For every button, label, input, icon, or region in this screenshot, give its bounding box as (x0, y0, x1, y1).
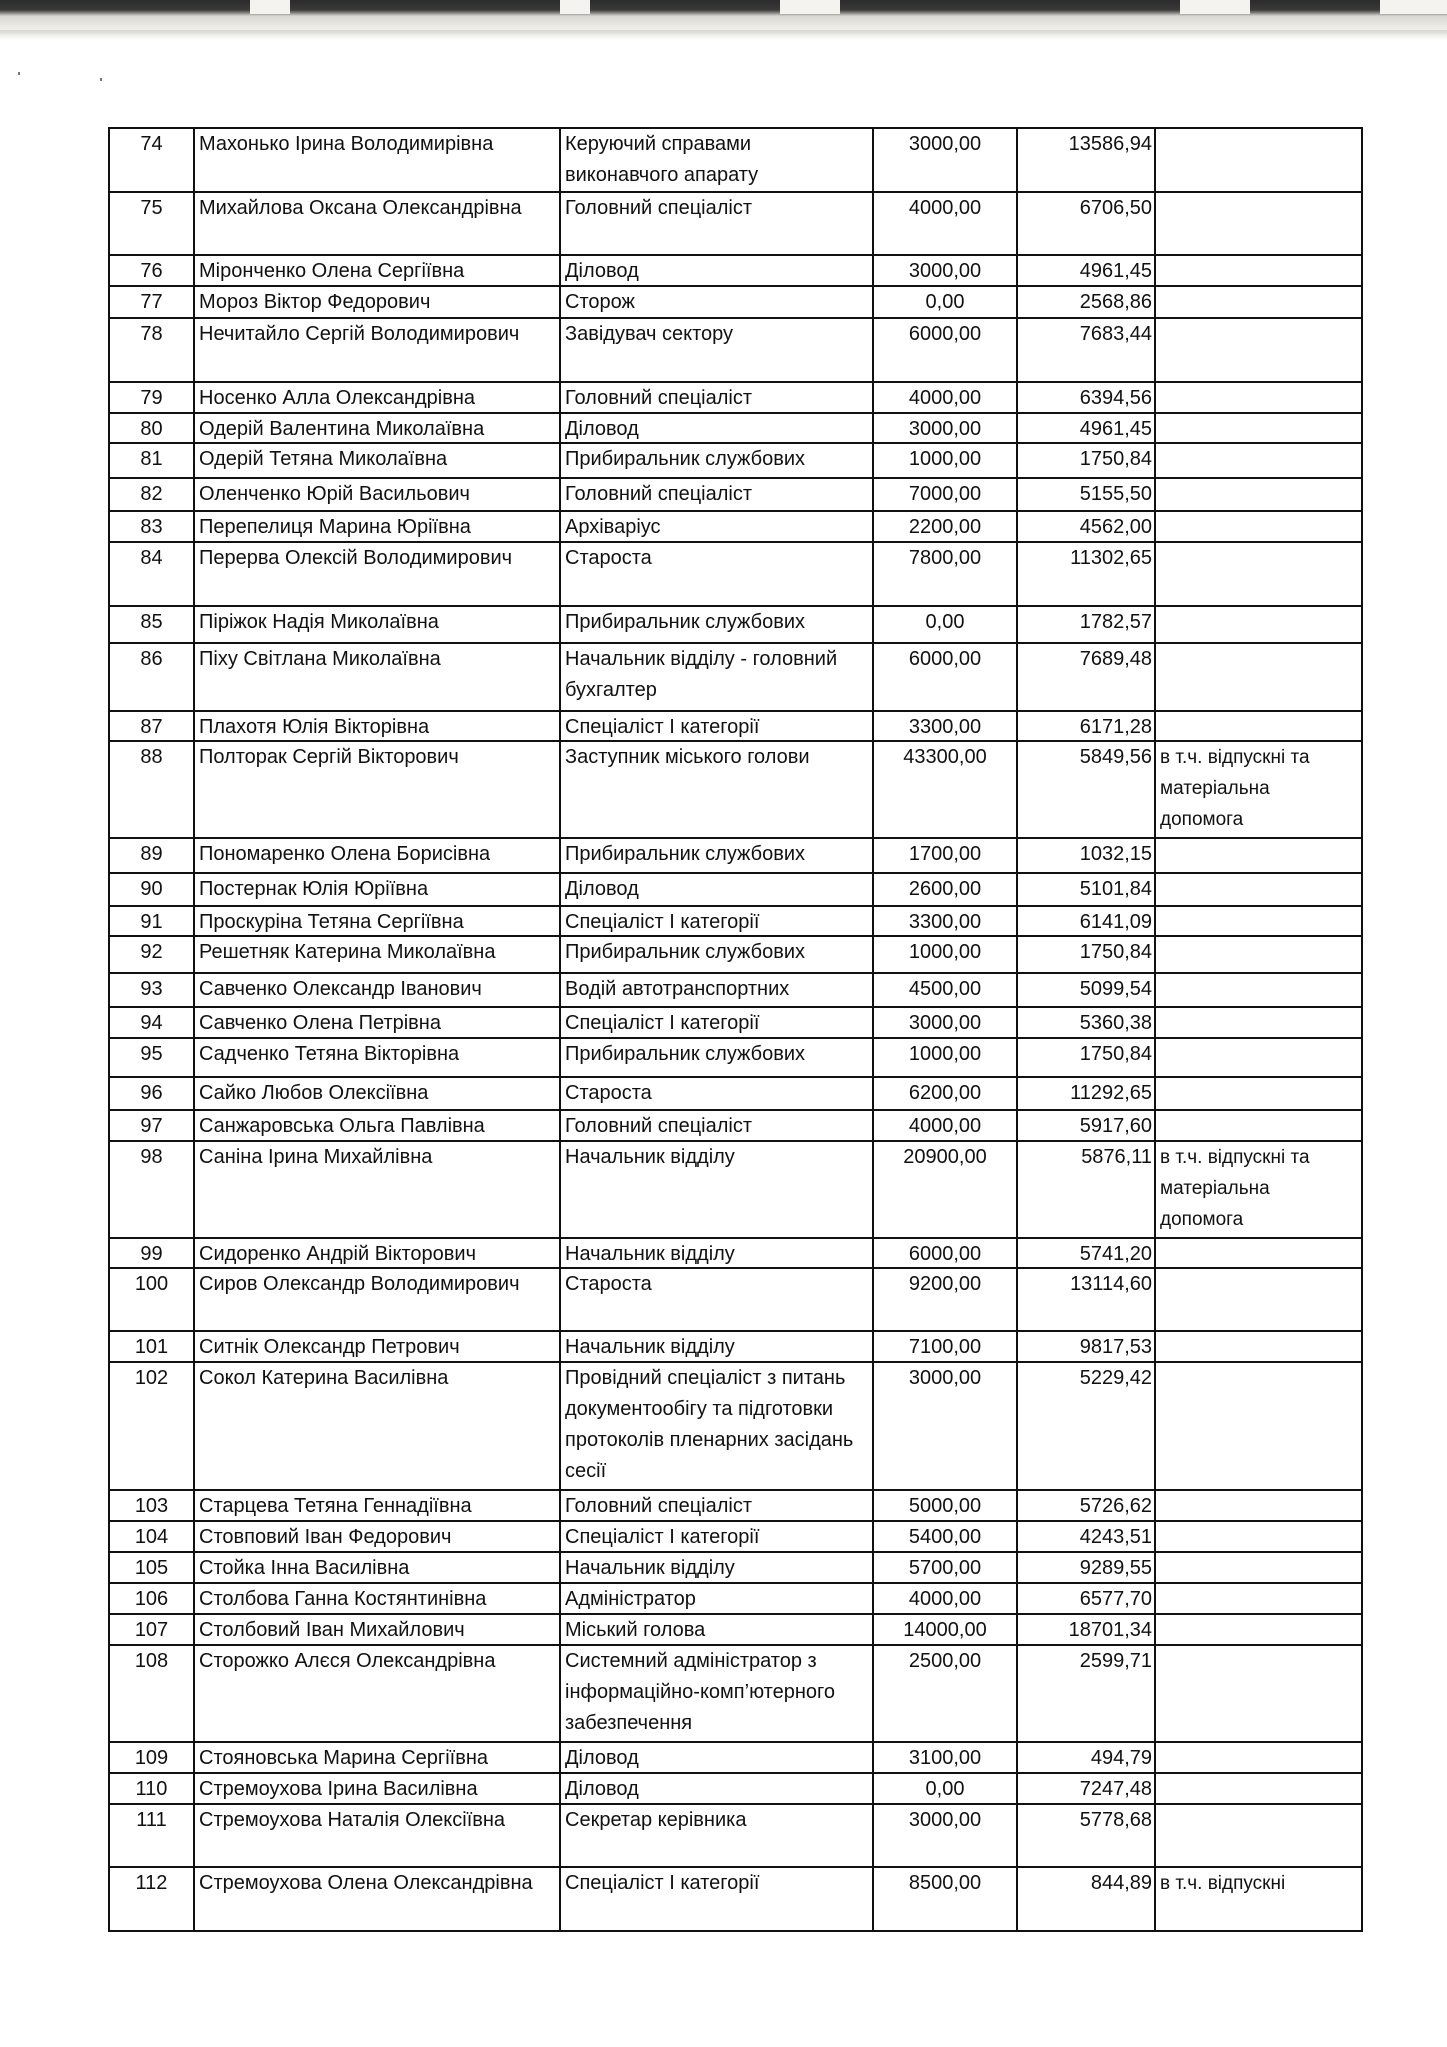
employee-position: Головний спеціаліст (561, 383, 874, 414)
amount-1: 20900,00 (874, 1142, 1018, 1239)
table-row (110, 742, 1363, 839)
employee-name: Піріжок Надія Миколаївна (195, 607, 561, 644)
employee-name: Старцева Тетяна Геннадіївна (195, 1491, 561, 1522)
table-row (110, 193, 1363, 256)
amount-2: 6577,70 (1018, 1584, 1156, 1615)
table-row (110, 1646, 1363, 1743)
note (1156, 256, 1363, 287)
note (1156, 193, 1363, 256)
employee-name: Санжаровська Ольга Павлівна (195, 1111, 561, 1142)
table-row (110, 287, 1363, 319)
row-number: 85 (110, 607, 195, 644)
employee-name: Нечитайло Сергій Володимирович (195, 319, 561, 383)
row-number: 83 (110, 512, 195, 543)
amount-2: 2568,86 (1018, 287, 1156, 319)
row-number: 95 (110, 1039, 195, 1078)
amount-1: 7100,00 (874, 1332, 1018, 1363)
amount-1: 9200,00 (874, 1269, 1018, 1332)
table-row (110, 512, 1363, 543)
amount-1: 3000,00 (874, 129, 1018, 193)
row-number: 77 (110, 287, 195, 319)
employee-name: Пономаренко Олена Борисівна (195, 839, 561, 874)
amount-2: 7683,44 (1018, 319, 1156, 383)
employee-name: Стремоухова Олена Олександрівна (195, 1868, 561, 1932)
amount-2: 5876,11 (1018, 1142, 1156, 1239)
employee-position: Начальник відділу (561, 1142, 874, 1239)
amount-2: 1750,84 (1018, 1039, 1156, 1078)
amount-2: 5778,68 (1018, 1805, 1156, 1868)
amount-2: 844,89 (1018, 1868, 1156, 1932)
employee-position: Сторож (561, 287, 874, 319)
note (1156, 1239, 1363, 1269)
amount-1: 4000,00 (874, 383, 1018, 414)
employee-name: Сторожко Алєся Олександрівна (195, 1646, 561, 1743)
employee-name: Оленченко Юрій Васильович (195, 479, 561, 512)
amount-2: 1750,84 (1018, 937, 1156, 974)
amount-2: 6141,09 (1018, 907, 1156, 937)
amount-1: 2200,00 (874, 512, 1018, 543)
note (1156, 1743, 1363, 1774)
row-number: 101 (110, 1332, 195, 1363)
note (1156, 1111, 1363, 1142)
amount-2: 4562,00 (1018, 512, 1156, 543)
amount-2: 5155,50 (1018, 479, 1156, 512)
employee-position: Головний спеціаліст (561, 479, 874, 512)
amount-1: 4000,00 (874, 193, 1018, 256)
employee-name: Одерій Валентина Миколаївна (195, 414, 561, 444)
note (1156, 1078, 1363, 1111)
table-row (110, 129, 1363, 193)
row-number: 87 (110, 712, 195, 742)
table-row (110, 1774, 1363, 1805)
row-number: 99 (110, 1239, 195, 1269)
note (1156, 907, 1363, 937)
table-row (110, 839, 1363, 874)
amount-1: 5000,00 (874, 1491, 1018, 1522)
table-row (110, 712, 1363, 742)
amount-2: 2599,71 (1018, 1646, 1156, 1743)
amount-1: 6200,00 (874, 1078, 1018, 1111)
table-row (110, 874, 1363, 907)
note (1156, 543, 1363, 607)
employee-position: Староста (561, 1269, 874, 1332)
employee-position: Прибиральник службових (561, 839, 874, 874)
note (1156, 287, 1363, 319)
employee-position: Діловод (561, 1774, 874, 1805)
scan-tear (250, 0, 290, 14)
amount-1: 3000,00 (874, 256, 1018, 287)
employee-position: Міський голова (561, 1615, 874, 1646)
table-row (110, 1008, 1363, 1039)
employee-position: Прибиральник службових (561, 1039, 874, 1078)
scan-tear (560, 0, 590, 14)
amount-2: 9817,53 (1018, 1332, 1156, 1363)
note (1156, 129, 1363, 193)
row-number: 81 (110, 444, 195, 479)
staff-payment-table (108, 127, 1363, 1932)
row-number: 80 (110, 414, 195, 444)
table-row (110, 1615, 1363, 1646)
table-row (110, 1239, 1363, 1269)
amount-1: 4000,00 (874, 1584, 1018, 1615)
scan-tear (1380, 0, 1447, 14)
amount-1: 6000,00 (874, 644, 1018, 712)
employee-name: Стремоухова Наталія Олексіївна (195, 1805, 561, 1868)
row-number: 102 (110, 1363, 195, 1491)
amount-1: 3100,00 (874, 1743, 1018, 1774)
note (1156, 607, 1363, 644)
employee-name: Мороз Віктор Федорович (195, 287, 561, 319)
note (1156, 383, 1363, 414)
row-number: 98 (110, 1142, 195, 1239)
amount-1: 3000,00 (874, 1008, 1018, 1039)
amount-2: 6171,28 (1018, 712, 1156, 742)
amount-2: 4961,45 (1018, 256, 1156, 287)
amount-1: 6000,00 (874, 319, 1018, 383)
table-row (110, 607, 1363, 644)
employee-position: Системний адміністратор з інформаційно-комп’ютерного забезпечення (561, 1646, 874, 1743)
employee-position: Начальник відділу - головний бухгалтер (561, 644, 874, 712)
employee-name: Саніна Ірина Михайлівна (195, 1142, 561, 1239)
amount-2: 1032,15 (1018, 839, 1156, 874)
amount-1: 6000,00 (874, 1239, 1018, 1269)
table-row (110, 479, 1363, 512)
row-number: 84 (110, 543, 195, 607)
note (1156, 1491, 1363, 1522)
scan-speck (100, 78, 102, 81)
row-number: 91 (110, 907, 195, 937)
row-number: 76 (110, 256, 195, 287)
note: в т.ч. відпускні (1156, 1868, 1363, 1932)
amount-2: 11292,65 (1018, 1078, 1156, 1111)
amount-1: 4000,00 (874, 1111, 1018, 1142)
note (1156, 512, 1363, 543)
row-number: 79 (110, 383, 195, 414)
amount-2: 1750,84 (1018, 444, 1156, 479)
employee-name: Стовповий Іван Федорович (195, 1522, 561, 1553)
employee-position: Керуючий справами виконавчого апарату (561, 129, 874, 193)
employee-name: Стремоухова Ірина Василівна (195, 1774, 561, 1805)
employee-name: Піху Світлана Миколаївна (195, 644, 561, 712)
employee-position: Спеціаліст І категорії (561, 1522, 874, 1553)
table-row (110, 414, 1363, 444)
employee-name: Михайлова Оксана Олександрівна (195, 193, 561, 256)
employee-position: Начальник відділу (561, 1553, 874, 1584)
scan-tear (1180, 0, 1250, 14)
table-row (110, 319, 1363, 383)
note (1156, 974, 1363, 1008)
table-row (110, 974, 1363, 1008)
employee-position: Головний спеціаліст (561, 1491, 874, 1522)
row-number: 97 (110, 1111, 195, 1142)
employee-position: Архіваріус (561, 512, 874, 543)
table-row (110, 1039, 1363, 1078)
amount-1: 2600,00 (874, 874, 1018, 907)
amount-2: 5741,20 (1018, 1239, 1156, 1269)
table-row (110, 256, 1363, 287)
note (1156, 1646, 1363, 1743)
row-number: 82 (110, 479, 195, 512)
amount-1: 5700,00 (874, 1553, 1018, 1584)
row-number: 112 (110, 1868, 195, 1932)
amount-2: 5229,42 (1018, 1363, 1156, 1491)
employee-position: Прибиральник службових (561, 937, 874, 974)
row-number: 104 (110, 1522, 195, 1553)
row-number: 92 (110, 937, 195, 974)
note (1156, 1553, 1363, 1584)
table-row (110, 907, 1363, 937)
row-number: 109 (110, 1743, 195, 1774)
scan-tear (780, 0, 840, 14)
note (1156, 1774, 1363, 1805)
amount-1: 3300,00 (874, 712, 1018, 742)
row-number: 93 (110, 974, 195, 1008)
amount-1: 8500,00 (874, 1868, 1018, 1932)
table-row (110, 937, 1363, 974)
row-number: 105 (110, 1553, 195, 1584)
employee-position: Водій автотранспортних (561, 974, 874, 1008)
employee-name: Плахотя Юлія Вікторівна (195, 712, 561, 742)
table-row (110, 1269, 1363, 1332)
note (1156, 1332, 1363, 1363)
employee-name: Савченко Олена Петрівна (195, 1008, 561, 1039)
amount-1: 1000,00 (874, 1039, 1018, 1078)
amount-2: 494,79 (1018, 1743, 1156, 1774)
employee-position: Начальник відділу (561, 1332, 874, 1363)
employee-position: Адміністратор (561, 1584, 874, 1615)
note: в т.ч. відпускні та матеріальна допомога (1156, 742, 1363, 839)
note (1156, 1522, 1363, 1553)
amount-1: 0,00 (874, 607, 1018, 644)
scan-speck (18, 72, 20, 75)
amount-1: 1000,00 (874, 444, 1018, 479)
employee-name: Міронченко Олена Сергіївна (195, 256, 561, 287)
amount-1: 3300,00 (874, 907, 1018, 937)
amount-2: 6706,50 (1018, 193, 1156, 256)
amount-2: 7689,48 (1018, 644, 1156, 712)
employee-name: Решетняк Катерина Миколаївна (195, 937, 561, 974)
employee-name: Носенко Алла Олександрівна (195, 383, 561, 414)
row-number: 100 (110, 1269, 195, 1332)
note (1156, 444, 1363, 479)
employee-name: Сиров Олександр Володимирович (195, 1269, 561, 1332)
amount-2: 6394,56 (1018, 383, 1156, 414)
employee-position: Діловод (561, 1743, 874, 1774)
amount-2: 7247,48 (1018, 1774, 1156, 1805)
employee-name: Полторак Сергій Вікторович (195, 742, 561, 839)
employee-position: Діловод (561, 256, 874, 287)
table-row (110, 1332, 1363, 1363)
scan-shadow (0, 30, 1447, 40)
row-number: 108 (110, 1646, 195, 1743)
row-number: 103 (110, 1491, 195, 1522)
table-row (110, 644, 1363, 712)
amount-2: 5917,60 (1018, 1111, 1156, 1142)
amount-2: 5360,38 (1018, 1008, 1156, 1039)
row-number: 106 (110, 1584, 195, 1615)
employee-position: Спеціаліст І категорії (561, 907, 874, 937)
row-number: 86 (110, 644, 195, 712)
row-number: 111 (110, 1805, 195, 1868)
amount-1: 3000,00 (874, 1805, 1018, 1868)
amount-2: 1782,57 (1018, 607, 1156, 644)
table-row (110, 1078, 1363, 1111)
table-row (110, 1522, 1363, 1553)
employee-position: Завідувач сектору (561, 319, 874, 383)
amount-1: 7800,00 (874, 543, 1018, 607)
employee-position: Начальник відділу (561, 1239, 874, 1269)
amount-2: 18701,34 (1018, 1615, 1156, 1646)
employee-position: Спеціаліст І категорії (561, 712, 874, 742)
employee-position: Прибиральник службових (561, 444, 874, 479)
note (1156, 839, 1363, 874)
employee-name: Махонько Ірина Володимирівна (195, 129, 561, 193)
employee-name: Столбовий Іван Михайлович (195, 1615, 561, 1646)
amount-2: 11302,65 (1018, 543, 1156, 607)
employee-position: Староста (561, 543, 874, 607)
row-number: 96 (110, 1078, 195, 1111)
amount-2: 5849,56 (1018, 742, 1156, 839)
amount-1: 0,00 (874, 287, 1018, 319)
note (1156, 1615, 1363, 1646)
employee-name: Проскуріна Тетяна Сергіївна (195, 907, 561, 937)
employee-position: Головний спеціаліст (561, 1111, 874, 1142)
employee-name: Перепелиця Марина Юріївна (195, 512, 561, 543)
table-row (110, 1363, 1363, 1491)
table-row (110, 444, 1363, 479)
note (1156, 937, 1363, 974)
table-row (110, 1142, 1363, 1239)
table-row (110, 383, 1363, 414)
table-row (110, 1805, 1363, 1868)
amount-1: 3000,00 (874, 414, 1018, 444)
row-number: 75 (110, 193, 195, 256)
employee-position: Діловод (561, 414, 874, 444)
amount-2: 4243,51 (1018, 1522, 1156, 1553)
note (1156, 1584, 1363, 1615)
row-number: 74 (110, 129, 195, 193)
employee-position: Діловод (561, 874, 874, 907)
note (1156, 479, 1363, 512)
employee-name: Сокол Катерина Василівна (195, 1363, 561, 1491)
note: в т.ч. відпускні та матеріальна допомога (1156, 1142, 1363, 1239)
scan-edge-artifact (0, 0, 1447, 34)
row-number: 107 (110, 1615, 195, 1646)
amount-1: 3000,00 (874, 1363, 1018, 1491)
table-row (110, 1491, 1363, 1522)
employee-position: Головний спеціаліст (561, 193, 874, 256)
table-row (110, 1868, 1363, 1932)
row-number: 110 (110, 1774, 195, 1805)
employee-name: Садченко Тетяна Вікторівна (195, 1039, 561, 1078)
employee-name: Постернак Юлія Юріївна (195, 874, 561, 907)
row-number: 88 (110, 742, 195, 839)
amount-1: 4500,00 (874, 974, 1018, 1008)
note (1156, 1008, 1363, 1039)
amount-2: 5101,84 (1018, 874, 1156, 907)
note (1156, 644, 1363, 712)
table-row (110, 543, 1363, 607)
employee-name: Перерва Олексій Володимирович (195, 543, 561, 607)
row-number: 89 (110, 839, 195, 874)
amount-2: 4961,45 (1018, 414, 1156, 444)
amount-2: 13114,60 (1018, 1269, 1156, 1332)
note (1156, 1805, 1363, 1868)
note (1156, 1269, 1363, 1332)
table-row (110, 1553, 1363, 1584)
employee-name: Савченко Олександр Іванович (195, 974, 561, 1008)
amount-2: 5726,62 (1018, 1491, 1156, 1522)
table-row (110, 1111, 1363, 1142)
table-row (110, 1743, 1363, 1774)
row-number: 94 (110, 1008, 195, 1039)
note (1156, 874, 1363, 907)
employee-position: Староста (561, 1078, 874, 1111)
employee-position: Секретар керівника (561, 1805, 874, 1868)
amount-2: 13586,94 (1018, 129, 1156, 193)
employee-position: Спеціаліст І категорії (561, 1868, 874, 1932)
note (1156, 414, 1363, 444)
employee-name: Сайко Любов Олексіївна (195, 1078, 561, 1111)
amount-1: 14000,00 (874, 1615, 1018, 1646)
amount-1: 2500,00 (874, 1646, 1018, 1743)
note (1156, 319, 1363, 383)
amount-2: 9289,55 (1018, 1553, 1156, 1584)
note (1156, 1039, 1363, 1078)
table-row (110, 1584, 1363, 1615)
employee-position: Провідний спеціаліст з питань документообігу та підготовки протоколів пленарних засідань сесії (561, 1363, 874, 1491)
employee-name: Стояновська Марина Сергіївна (195, 1743, 561, 1774)
employee-position: Заступник міського голови (561, 742, 874, 839)
employee-name: Одерій Тетяна Миколаївна (195, 444, 561, 479)
row-number: 78 (110, 319, 195, 383)
employee-position: Прибиральник службових (561, 607, 874, 644)
employee-name: Сидоренко Андрій Вікторович (195, 1239, 561, 1269)
note (1156, 712, 1363, 742)
amount-1: 1000,00 (874, 937, 1018, 974)
amount-1: 1700,00 (874, 839, 1018, 874)
employee-name: Ситнік Олександр Петрович (195, 1332, 561, 1363)
employee-position: Спеціаліст І категорії (561, 1008, 874, 1039)
amount-1: 43300,00 (874, 742, 1018, 839)
row-number: 90 (110, 874, 195, 907)
amount-1: 5400,00 (874, 1522, 1018, 1553)
employee-name: Стойка Інна Василівна (195, 1553, 561, 1584)
amount-1: 0,00 (874, 1774, 1018, 1805)
amount-1: 7000,00 (874, 479, 1018, 512)
employee-name: Столбова Ганна Костянтинівна (195, 1584, 561, 1615)
note (1156, 1363, 1363, 1491)
amount-2: 5099,54 (1018, 974, 1156, 1008)
